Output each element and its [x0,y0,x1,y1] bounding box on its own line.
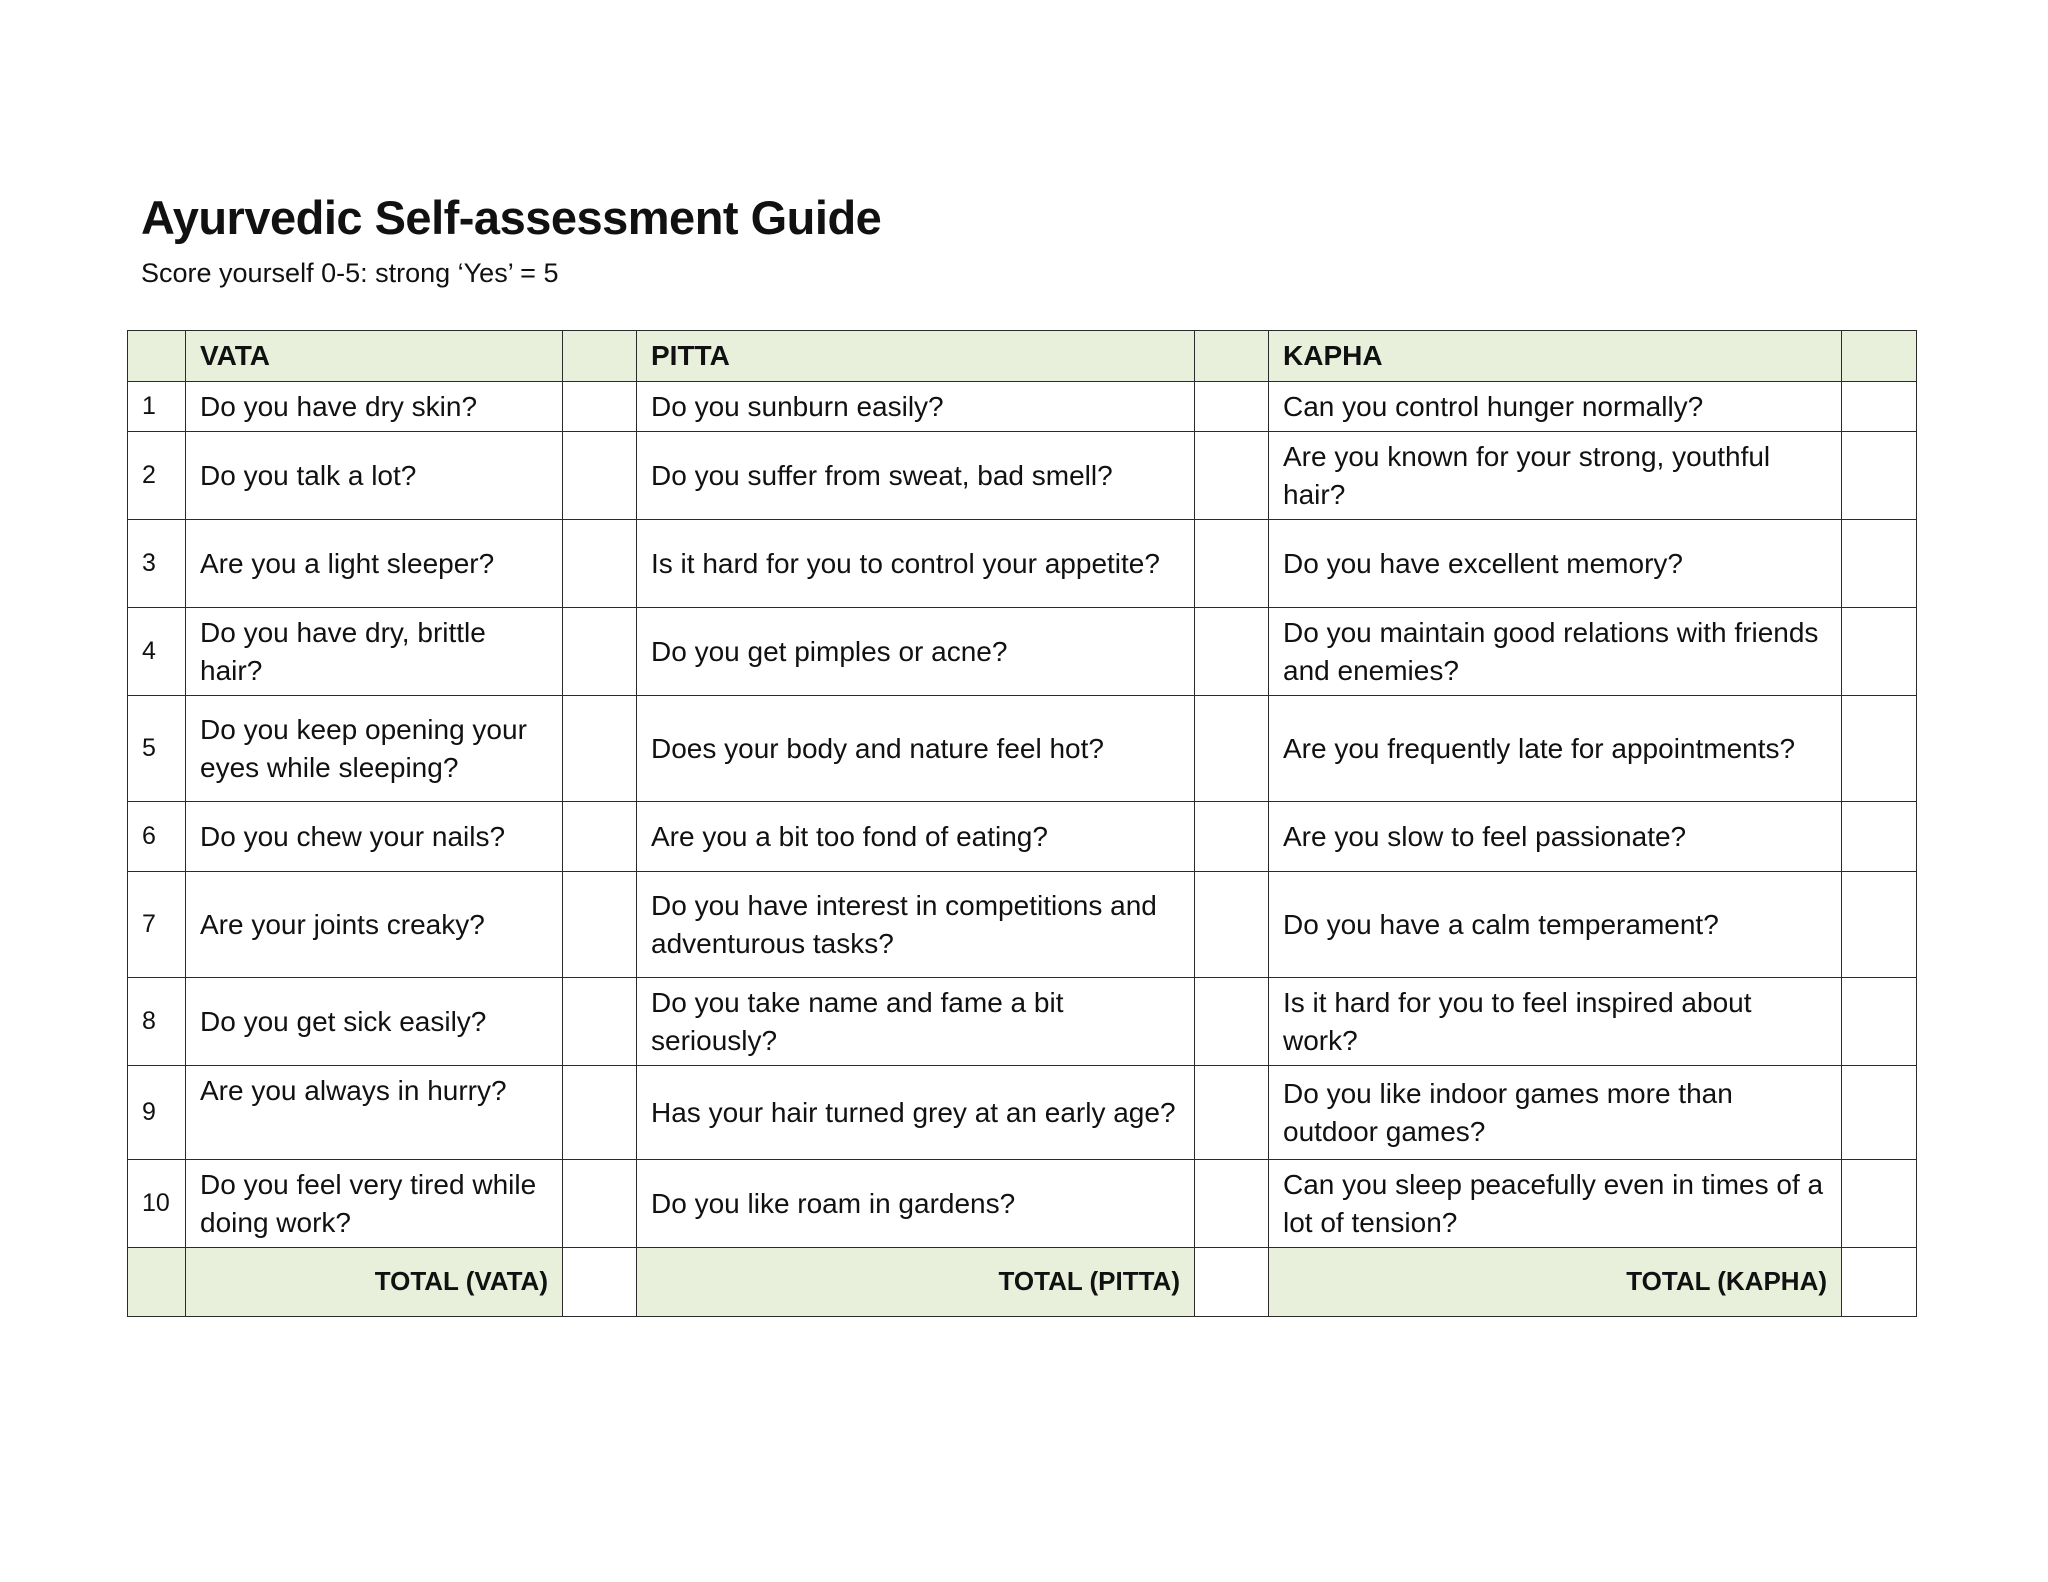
row-number: 5 [128,696,186,802]
header-vata-score-cell [563,331,637,382]
vata-question: Are you always in hurry? [186,1066,563,1160]
totals-number-cell [128,1248,186,1317]
kapha-question: Do you have excellent memory? [1269,520,1842,608]
kapha-question: Do you have a calm temperament? [1269,872,1842,978]
kapha-question: Are you known for your strong, youthful hair? [1269,432,1842,520]
vata-question: Are your joints creaky? [186,872,563,978]
totals-row [128,1248,1917,1317]
total-pitta-score-cell[interactable] [1195,1248,1269,1317]
kapha-score-cell[interactable] [1842,978,1917,1066]
row-number: 10 [128,1160,186,1248]
pitta-question: Has your hair turned grey at an early age? [637,1066,1195,1160]
pitta-question: Is it hard for you to control your appetite? [637,520,1195,608]
vata-question: Do you keep opening your eyes while sleeping? [186,696,563,802]
pitta-question: Do you get pimples or acne? [637,608,1195,696]
vata-question: Do you talk a lot? [186,432,563,520]
header-row [128,331,1917,382]
table-row [128,696,1917,802]
vata-score-cell[interactable] [563,1066,637,1160]
pitta-score-cell[interactable] [1195,872,1269,978]
pitta-score-cell[interactable] [1195,608,1269,696]
total-vata-score-cell[interactable] [563,1248,637,1317]
header-vata: VATA [186,331,563,382]
row-number: 2 [128,432,186,520]
vata-score-cell[interactable] [563,1160,637,1248]
total-kapha-score-cell[interactable] [1842,1248,1917,1317]
pitta-question: Does your body and nature feel hot? [637,696,1195,802]
pitta-score-cell[interactable] [1195,520,1269,608]
row-number: 9 [128,1066,186,1160]
pitta-score-cell[interactable] [1195,696,1269,802]
vata-question: Do you get sick easily? [186,978,563,1066]
row-number: 1 [128,382,186,432]
kapha-score-cell[interactable] [1842,382,1917,432]
vata-question: Do you have dry, brittle hair? [186,608,563,696]
table-row [128,872,1917,978]
vata-question: Do you feel very tired while doing work? [186,1160,563,1248]
kapha-score-cell[interactable] [1842,608,1917,696]
header-kapha-score-cell [1842,331,1917,382]
total-pitta-label: TOTAL (PITTA) [637,1248,1195,1317]
table-row [128,1160,1917,1248]
total-kapha-label: TOTAL (KAPHA) [1269,1248,1842,1317]
kapha-score-cell[interactable] [1842,1066,1917,1160]
table-row [128,520,1917,608]
total-vata-label: TOTAL (VATA) [186,1248,563,1317]
pitta-question: Are you a bit too fond of eating? [637,802,1195,872]
pitta-score-cell[interactable] [1195,382,1269,432]
vata-score-cell[interactable] [563,608,637,696]
pitta-question: Do you like roam in gardens? [637,1160,1195,1248]
vata-score-cell[interactable] [563,382,637,432]
pitta-question: Do you take name and fame a bit seriously? [637,978,1195,1066]
vata-score-cell[interactable] [563,432,637,520]
kapha-question: Can you sleep peacefully even in times of a lot of tension? [1269,1160,1842,1248]
row-number: 3 [128,520,186,608]
vata-question: Do you have dry skin? [186,382,563,432]
pitta-score-cell[interactable] [1195,802,1269,872]
vata-score-cell[interactable] [563,978,637,1066]
kapha-question: Can you control hunger normally? [1269,382,1842,432]
kapha-score-cell[interactable] [1842,872,1917,978]
vata-score-cell[interactable] [563,520,637,608]
kapha-score-cell[interactable] [1842,696,1917,802]
kapha-question: Is it hard for you to feel inspired about work? [1269,978,1842,1066]
header-kapha: KAPHA [1269,331,1842,382]
kapha-question: Are you frequently late for appointments? [1269,696,1842,802]
kapha-question: Do you maintain good relations with friends and enemies? [1269,608,1842,696]
header-pitta-score-cell [1195,331,1269,382]
table-row [128,382,1917,432]
vata-score-cell[interactable] [563,872,637,978]
kapha-score-cell[interactable] [1842,802,1917,872]
page-subtitle: Score yourself 0-5: strong ‘Yes’ = 5 [141,258,559,288]
pitta-question: Do you have interest in competitions and adventurous tasks? [637,872,1195,978]
header-number-cell [128,331,186,382]
row-number: 4 [128,608,186,696]
pitta-question: Do you suffer from sweat, bad smell? [637,432,1195,520]
kapha-score-cell[interactable] [1842,1160,1917,1248]
header-pitta: PITTA [637,331,1195,382]
kapha-question: Are you slow to feel passionate? [1269,802,1842,872]
pitta-score-cell[interactable] [1195,1160,1269,1248]
row-number: 6 [128,802,186,872]
table-row [128,978,1917,1066]
vata-score-cell[interactable] [563,802,637,872]
row-number: 7 [128,872,186,978]
vata-question: Do you chew your nails? [186,802,563,872]
kapha-question: Do you like indoor games more than outdoor games? [1269,1066,1842,1160]
table-row [128,1066,1917,1160]
page-title: Ayurvedic Self-assessment Guide [141,191,882,244]
pitta-question: Do you sunburn easily? [637,382,1195,432]
assessment-table [127,330,1917,1317]
pitta-score-cell[interactable] [1195,978,1269,1066]
vata-question: Are you a light sleeper? [186,520,563,608]
pitta-score-cell[interactable] [1195,1066,1269,1160]
kapha-score-cell[interactable] [1842,432,1917,520]
kapha-score-cell[interactable] [1842,520,1917,608]
pitta-score-cell[interactable] [1195,432,1269,520]
vata-score-cell[interactable] [563,696,637,802]
table-row [128,432,1917,520]
table-row [128,802,1917,872]
table-row [128,608,1917,696]
row-number: 8 [128,978,186,1066]
